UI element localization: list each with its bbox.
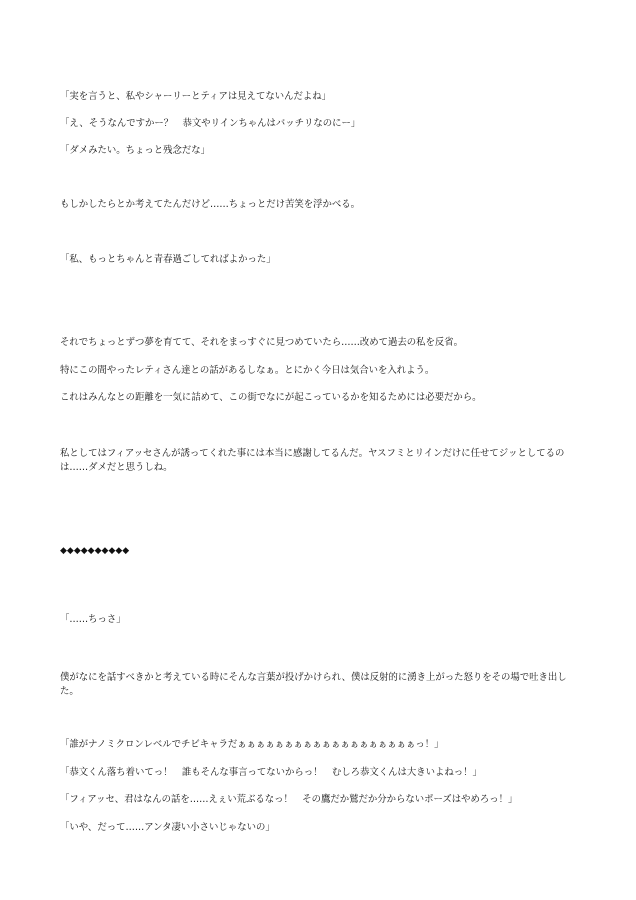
paragraph-5: 「私、もっとちゃんと青春過ごしてればよかった」 — [60, 254, 276, 265]
paragraph-8: これはみんなとの距離を一気に詰めて、この街でなにが起こっているかを知るためには必要だから。 — [60, 392, 482, 403]
paragraph-3: 「ダメみたい。ちょっと残念だな」 — [60, 145, 211, 156]
paragraph-10: 「……ちっさ」 — [60, 614, 126, 625]
paragraph-15: 「いや、だって……アンタ凄い小さいじゃないの」 — [60, 822, 275, 833]
paragraph-1: 「実を言うと、私やシャーリーとティアは見えてないんだよね」 — [60, 91, 331, 102]
paragraph-14: 「フィアッセ、君はなんの話を……えぇい荒ぶるなっ！ その鷹だか鷲だか分からないポーズはやめろっ！」 — [60, 794, 518, 805]
paragraph-7: 特にこの間やったレティさん達との話があるしなぁ。とにかく今日は気合いを入れよう。 — [60, 365, 435, 376]
paragraph-6: それでちょっとずつ夢を育てて、それをまっすぐに見つめていたら……改めて過去の私を反省。 — [60, 337, 463, 348]
paragraph-13: 「恭文くん落ち着いてっ！ 誰もそんな事言ってないからっ！ むしろ恭文くんは大きいよねっ！」 — [60, 767, 482, 778]
paragraph-12: 「誰がナノミクロンレベルでチビキャラだぁぁぁぁぁぁぁぁぁぁぁぁぁぁぁぁぁぁぁっ！」 — [60, 739, 444, 750]
paragraph-11: 僕がなにを話すべきかと考えている時にそんな言葉が投げかけられ、僕は反射的に湧き上がった怒りをその場で吐き出した。 — [60, 672, 567, 697]
section-divider: ◆◆◆◆◆◆◆◆◆◆ — [60, 546, 130, 556]
paragraph-4: もしかしたらとか考えてたんだけど……ちょっとだけ苦笑を浮かべる。 — [60, 199, 361, 210]
paragraph-9: 私としてはフィアッセさんが誘ってくれた事には本当に感謝してるんだ。ヤスフミとリインだけに任せてジッとしてるのは……ダメだと思うしね。 — [60, 448, 565, 473]
paragraph-2: 「え、そうなんですかー？ 恭文やリインちゃんはバッチリなのにー」 — [60, 118, 361, 129]
